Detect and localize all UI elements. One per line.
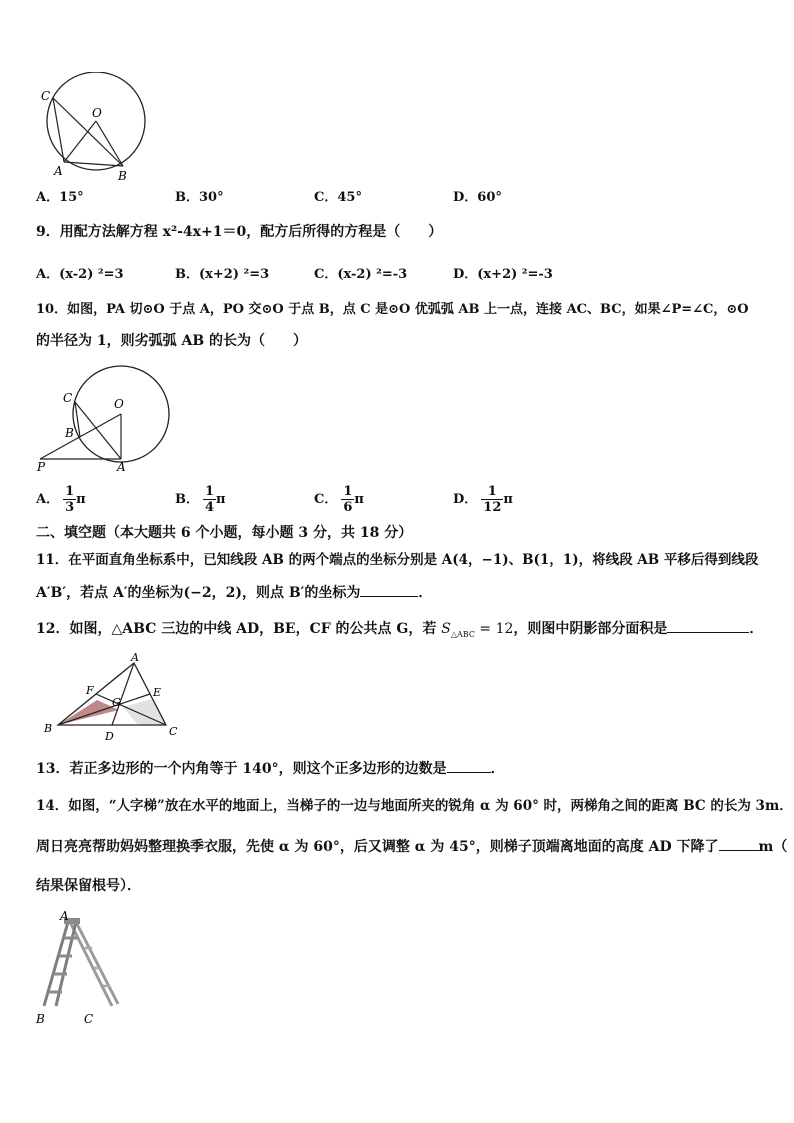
svg-text:P: P <box>37 460 46 474</box>
q9-option-b: B．(x+2) ²=3 <box>175 267 270 282</box>
q12-stem: 12．如图，△ABC 三边的中线 AD，BE，CF 的公共点 G，若 $S_{\triangle ABC} = 12$，则图中阴影部分面积是 ． <box>36 618 763 645</box>
q10-option-a: A． $\frac{1}{3}$ π <box>36 484 86 515</box>
q9-option-a: A．(x-2) ²=3 <box>36 267 124 282</box>
svg-text:C: C <box>41 89 51 103</box>
svg-text:A: A <box>117 460 126 474</box>
q8-figure <box>36 72 152 184</box>
q13-answer-blank[interactable] <box>447 758 491 773</box>
svg-text:F: F <box>86 684 94 697</box>
q10-option-c: C． $\frac{1}{6}$ π <box>314 484 364 515</box>
svg-text:G: G <box>112 696 121 709</box>
step-ladder-diagram <box>30 908 130 1028</box>
svg-text:E: E <box>153 686 162 699</box>
q14-stem-line3: 结果保留根号）． <box>36 878 141 894</box>
tangent-diagram-q10 <box>32 364 172 474</box>
q11-answer-blank[interactable] <box>360 582 418 597</box>
q9-option-d: D．(x+2) ²=-3 <box>453 267 553 282</box>
q9-stem: 9．用配方法解方程 x²-4x+1＝0，配方后所得的方程是（ ） <box>36 224 443 240</box>
q12-figure <box>38 652 188 744</box>
svg-text:A: A <box>60 909 69 923</box>
svg-text:C: C <box>63 391 73 405</box>
svg-text:B: B <box>36 1012 45 1026</box>
q14-stem-line2: 周日亮亮帮助妈妈整理换季衣服，先使 α 为 60°，后又调整 α 为 45°，则梯子顶端离地面的高度 AD 下降了 m（ <box>36 836 787 857</box>
q10-stem-line2: 的半径为 1，则劣弧弧 AB 的长为（ ） <box>36 333 308 349</box>
svg-text:C: C <box>84 1012 94 1026</box>
q13-stem: 13．若正多边形的一个内角等于 140°，则这个正多边形的边数是 ． <box>36 758 505 779</box>
svg-text:O: O <box>92 106 102 120</box>
q10-figure <box>32 364 172 474</box>
circle-diagram-q8 <box>36 72 152 184</box>
q8-option-b: B．30° <box>175 190 224 205</box>
q11-stem-line1: 11．在平面直角坐标系中，已知线段 AB 的两个端点的坐标分别是 A(4，−1)、B(1，1)，将线段 AB 平移后得到线段 <box>36 552 759 568</box>
section-heading: 二、填空题（本大题共 6 个小题，每小题 3 分，共 18 分） <box>36 525 413 541</box>
q14-figure <box>30 908 130 1028</box>
svg-text:A: A <box>131 652 139 664</box>
q8-option-c: C．45° <box>314 190 362 205</box>
svg-text:D: D <box>105 730 114 743</box>
svg-text:C: C <box>169 725 178 738</box>
q14-answer-blank[interactable] <box>719 836 759 851</box>
q10-option-d: D． $\frac{1}{12}$ π <box>453 484 513 515</box>
svg-text:O: O <box>114 397 124 411</box>
q12-answer-blank[interactable] <box>667 618 749 633</box>
q10-option-b: B． $\frac{1}{4}$ π <box>175 484 226 515</box>
svg-text:A: A <box>54 164 63 178</box>
q10-stem-line1: 10．如图，PA 切⊙O 于点 A，PO 交⊙O 于点 B，点 C 是⊙O 优弧弧 AB 上一点，连接 AC、BC，如果∠P=∠C，⊙O <box>36 302 749 317</box>
q9-option-c: C．(x-2) ²=-3 <box>314 267 408 282</box>
q11-stem-line2: A′B′，若点 A′的坐标为(−2，2)，则点 B′的坐标为 ． <box>36 582 432 603</box>
q8-option-a: A．15° <box>36 190 84 205</box>
svg-text:B: B <box>118 169 127 183</box>
svg-text:B: B <box>65 426 74 440</box>
svg-text:B: B <box>44 722 53 735</box>
q14-stem-line1: 14．如图，“人字梯”放在水平的地面上，当梯子的一边与地面所夹的锐角 α 为 60° 时，两梯角之间的距离 BC 的长为 3m． <box>36 798 793 814</box>
q8-option-d: D．60° <box>453 190 502 205</box>
triangle-medians-diagram <box>38 652 188 744</box>
